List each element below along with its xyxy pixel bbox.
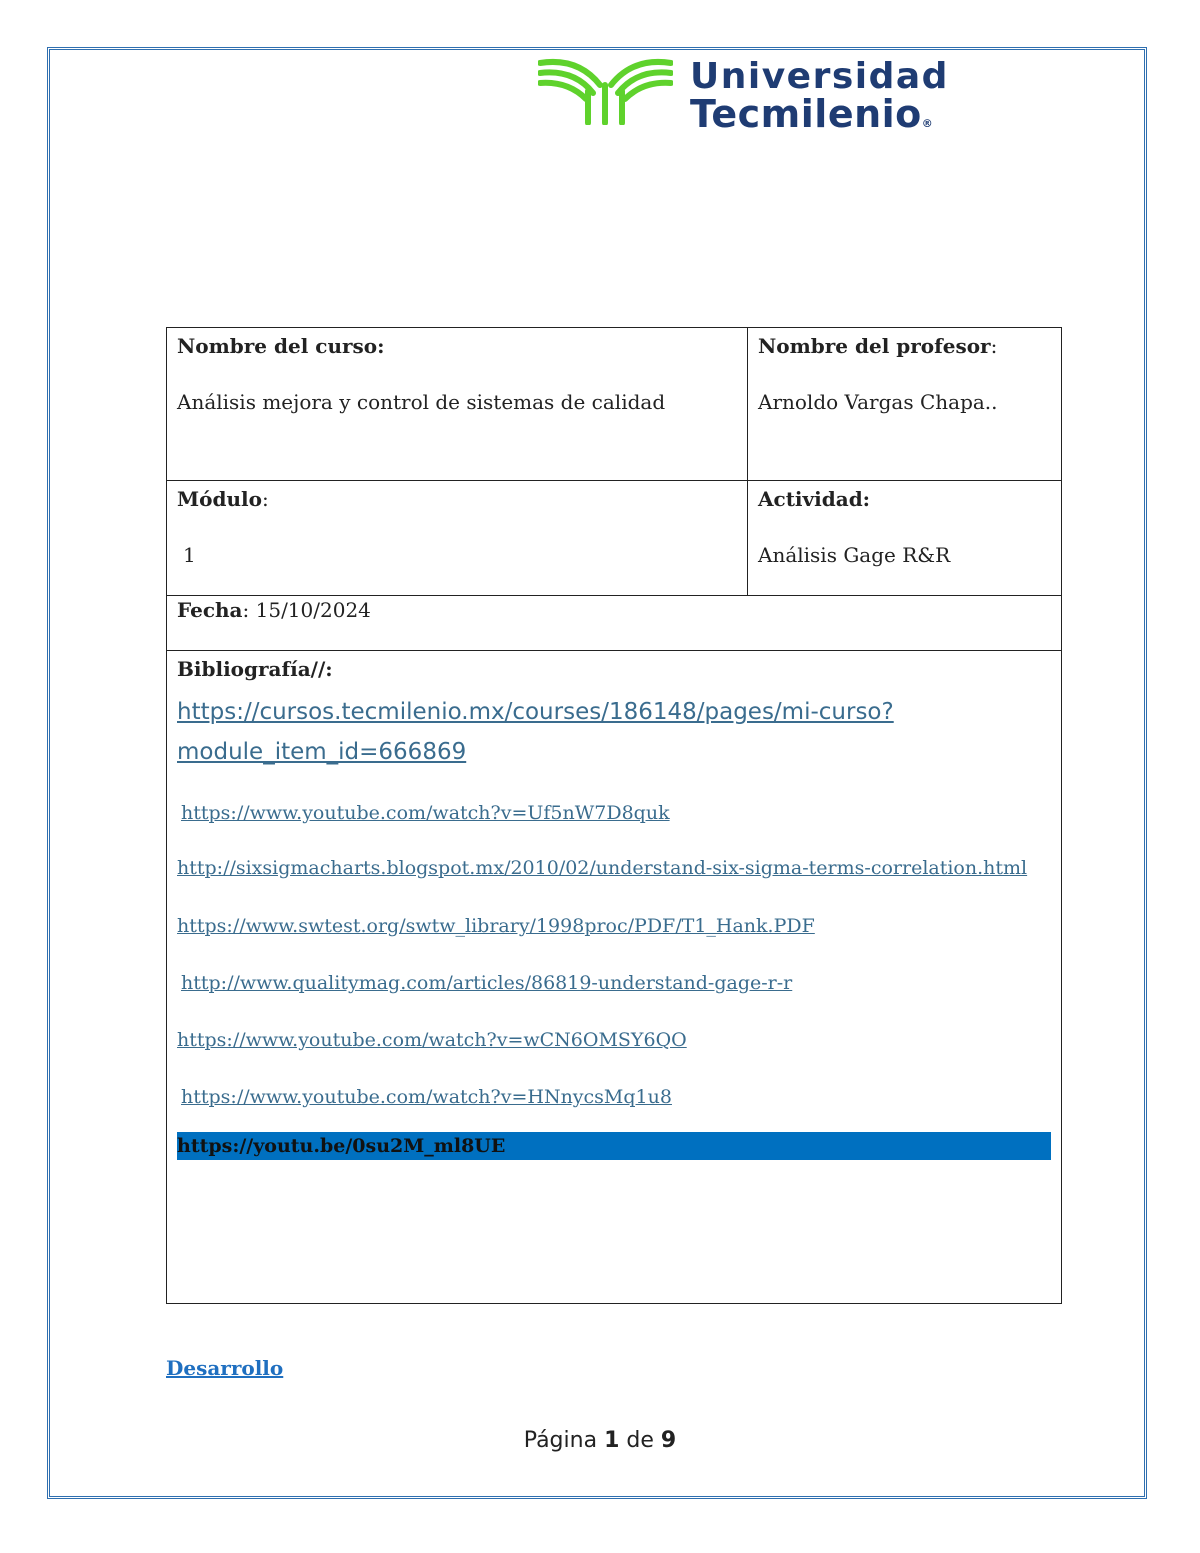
logo-tecmilenio-text: Tecmilenio xyxy=(690,92,922,136)
table-row xyxy=(167,651,1062,1304)
professor-label: Nombre del profesor xyxy=(758,334,991,358)
main-link-line2: module_item_id=666869 xyxy=(177,739,467,765)
activity-label: Actividad: xyxy=(758,487,871,511)
footer-total-pages: 9 xyxy=(660,1428,677,1453)
table-row xyxy=(167,596,1062,651)
bibliography-label: Bibliografía//: xyxy=(177,657,333,681)
bibliography-link[interactable]: https://www.swtest.org/swtw_library/1998proc/PDF/T1_Hank.PDF xyxy=(177,915,815,937)
table-row xyxy=(167,481,1062,596)
activity-value: Análisis Gage R&R xyxy=(758,543,951,567)
course-label: Nombre del curso: xyxy=(177,334,385,358)
logo-line-tecmilenio xyxy=(690,92,949,136)
table-row xyxy=(167,328,1062,481)
registered-mark: ® xyxy=(921,117,934,130)
main-link-line1: https://cursos.tecmilenio.mx/courses/186148/pages/mi-curso? xyxy=(177,699,894,725)
activity-cell xyxy=(748,481,1062,596)
logo-line-universidad: Universidad xyxy=(690,56,949,97)
bibliography-link[interactable]: https://www.youtube.com/watch?v=HNnycsMq1u8 xyxy=(181,1086,672,1108)
module-value: 1 xyxy=(183,543,196,567)
module-label: Módulo xyxy=(177,487,262,511)
bibliography-link[interactable]: http://www.qualitymag.com/articles/86819-understand-gage-r-r xyxy=(181,972,793,994)
professor-cell xyxy=(748,328,1062,481)
desarrollo-link[interactable]: Desarrollo xyxy=(166,1356,284,1380)
bibliography-link[interactable]: http://sixsigmacharts.blogspot.mx/2010/02/understand-six-sigma-terms-correlation.html xyxy=(177,857,1028,879)
page-number-footer xyxy=(0,1428,1200,1453)
course-info-table xyxy=(166,327,1062,1304)
bibliography-link[interactable]: https://www.youtube.com/watch?v=Uf5nW7D8quk xyxy=(181,802,670,824)
tecmilenio-logo-mark-icon xyxy=(538,55,673,125)
bibliography-cell xyxy=(167,651,1062,1304)
course-cell xyxy=(167,328,748,481)
logo-wordmark xyxy=(690,56,949,136)
date-value: 15/10/2024 xyxy=(249,598,371,622)
footer-prefix: Página xyxy=(523,1428,605,1453)
course-value: Análisis mejora y control de sistemas de calidad xyxy=(177,390,666,414)
module-colon: : xyxy=(261,487,269,511)
highlighted-link[interactable]: https://youtu.be/0su2M_ml8UE xyxy=(177,1132,1051,1160)
bibliography-main-link[interactable] xyxy=(177,692,1051,772)
date-colon: : xyxy=(242,598,250,622)
footer-middle: de xyxy=(619,1428,661,1453)
university-logo xyxy=(538,55,1038,136)
bibliography-link[interactable]: https://www.youtube.com/watch?v=wCN6OMSY6QO xyxy=(177,1029,687,1051)
professor-value: Arnoldo Vargas Chapa.. xyxy=(758,390,998,414)
professor-colon: : xyxy=(990,334,998,358)
footer-current-page: 1 xyxy=(604,1428,620,1453)
date-label: Fecha xyxy=(177,598,243,622)
module-cell xyxy=(167,481,748,596)
date-cell xyxy=(167,596,1062,651)
